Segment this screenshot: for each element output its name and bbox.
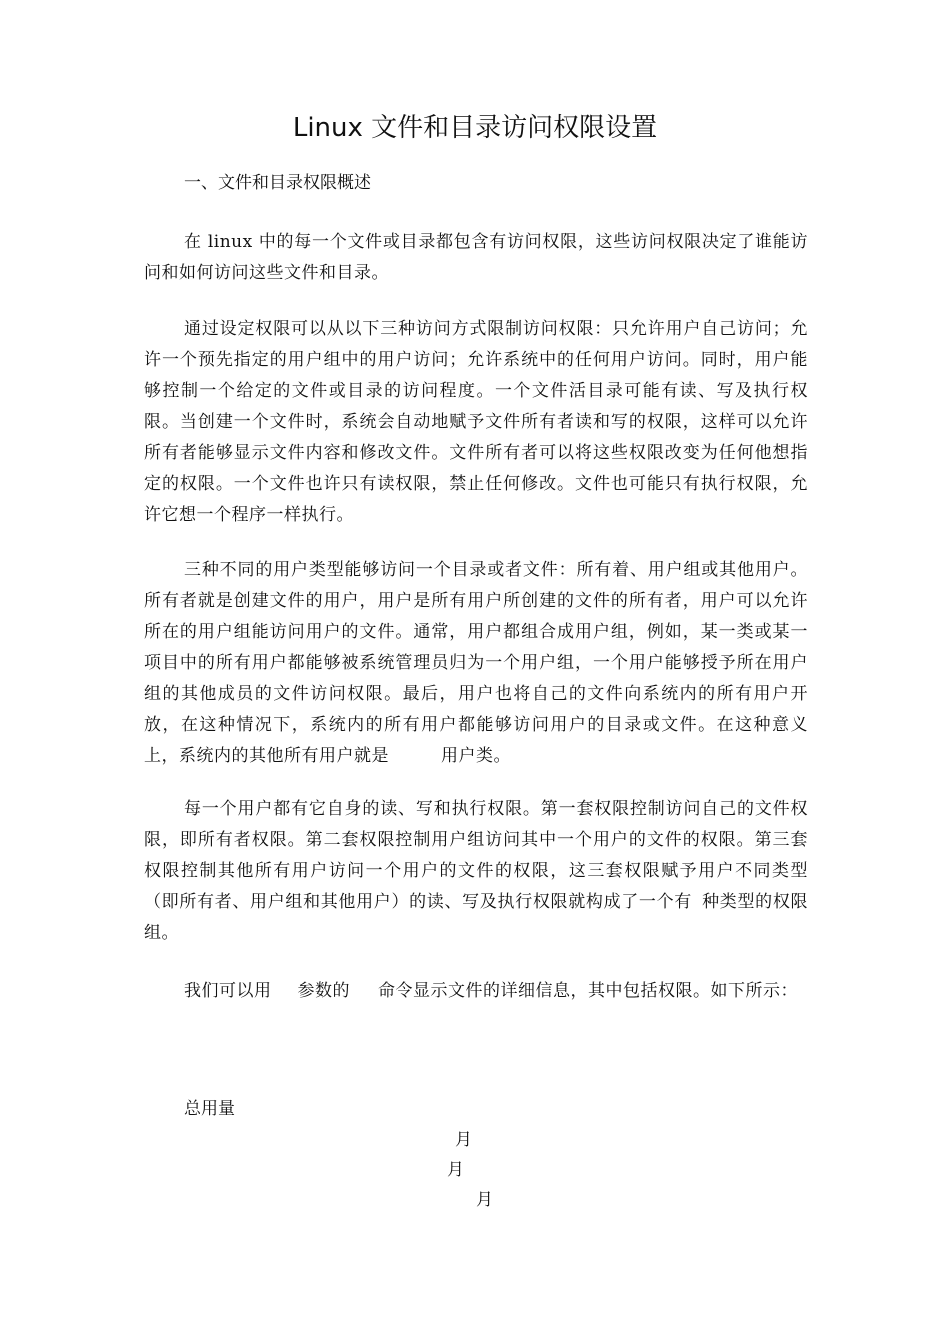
paragraph-ls-part-c: 命令显示文件的详细信息，其中包括权限。如下所示： (378, 981, 798, 1001)
paragraph-ls-part-b: 参数的 (297, 981, 350, 1001)
month-label: 月 (455, 1130, 472, 1150)
section-heading: 一、文件和目录权限概述 (184, 173, 371, 193)
paragraph-user-types (144, 555, 808, 772)
paragraph-permission-sets-main: 每一个用户都有它自身的读、写和执行权限。第一套权限控制访问自己的文件权限，即所有者权限。第二套权限控制用户组访问其中一个用户的文件的权限。第三套权限控制其他所有用户访问一个用户的文件的权限，这三套权限赋予用户不同类型（即所有者、用户组和其他用户）的读、写及执行权限就构成了一个有 (144, 799, 808, 912)
document-title: Linux 文件和目录访问权限设置 (292, 113, 658, 143)
month-label: 月 (476, 1190, 493, 1210)
month-label: 月 (447, 1160, 464, 1180)
paragraph-intro: 在 linux 中的每一个文件或目录都包含有访问权限，这些访问权限决定了谁能访问和如何访问这些文件和目录。 (144, 232, 808, 283)
paragraph-user-types-main: 三种不同的用户类型能够访问一个目录或者文件：所有着、用户组或其他用户。所有者就是创建文件的用户，用户是所有用户所创建的文件的所有者，用户可以允许所在的用户组能访问用户的文件。通常，用户都组合成用户组，例如，某一类或某一项目中的所有用户都能够被系统管理员归为一个用户组，一个用户能够授予所在用户组的其他成员的文件访问权限。最后，用户也将自己的文件向系统内的所有用户开放，在这种情况下，系统内的所有用户都能够访问用户的目录或文件。在这种意义上，系统内的其他所有用户就是 (144, 560, 808, 766)
paragraph-ls-command (144, 976, 808, 1007)
usage-total-label: 总用量 (184, 1099, 235, 1119)
paragraph-ls-part-a: 我们可以用 (184, 981, 272, 1001)
paragraph-permission-sets (144, 794, 808, 949)
paragraph-access-methods: 通过设定权限可以从以下三种访问方式限制访问权限：只允许用户自己访问；允许一个预先指定的用户组中的用户访问；允许系统中的任何用户访问。同时，用户能够控制一个给定的文件或目录的访问程度。一个文件活目录可能有读、写及执行权限。当创建一个文件时，系统会自动地赋予文件所有者读和写的权限，这样可以允许所有者能够显示文件内容和修改文件。文件所有者可以将这些权限改变为任何他想指定的权限。一个文件也许只有读权限，禁止任何修改。文件也可能只有执行权限，允许它想一个程序一样执行。 (144, 319, 808, 525)
paragraph-user-types-tail: 用户类。 (441, 746, 511, 766)
paragraph-permission-sets-tail: 种类型的权限组。 (144, 892, 809, 943)
